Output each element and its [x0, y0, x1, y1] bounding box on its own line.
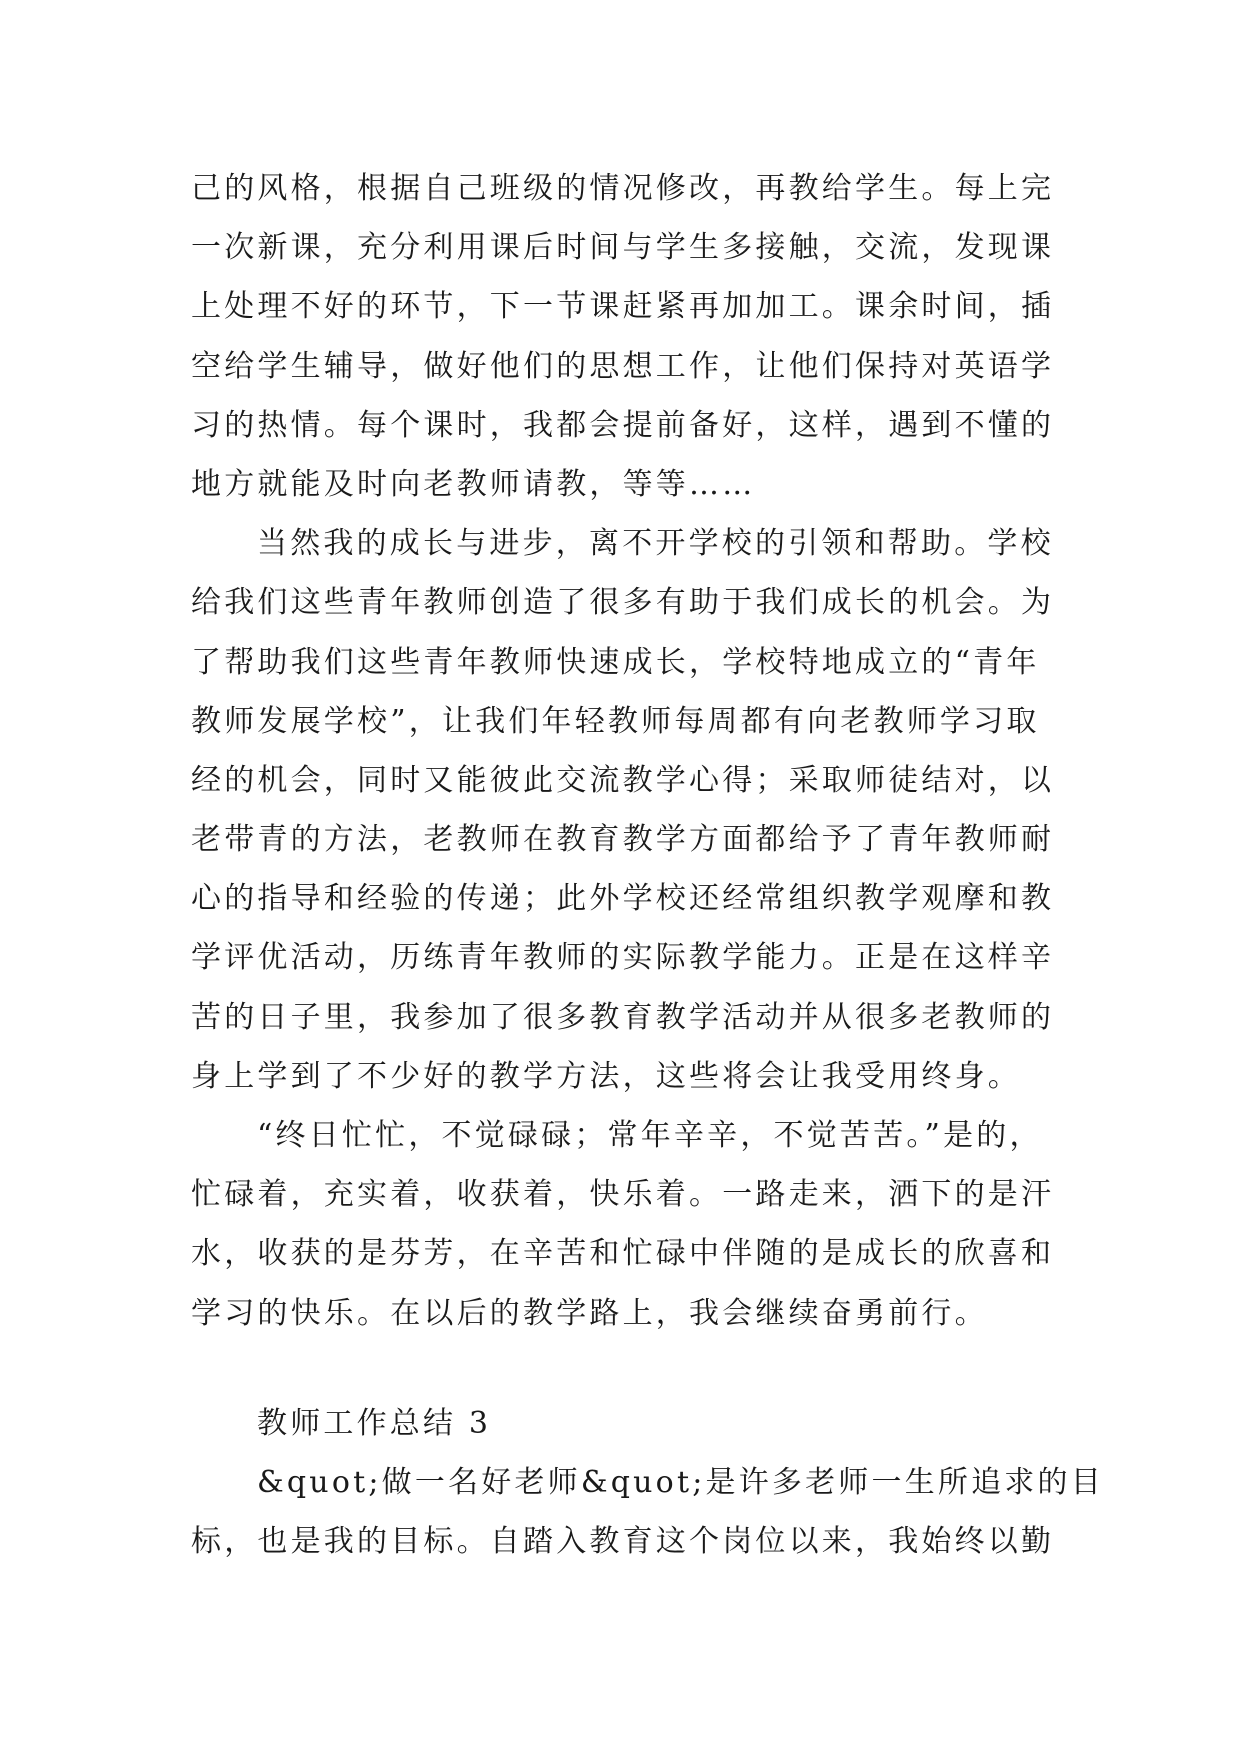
text-line: 心的指导和经验的传递；此外学校还经常组织教学观摩和教: [191, 881, 1055, 917]
text-line: 老带青的方法，老教师在教育教学方面都给予了青年教师耐: [191, 822, 1055, 858]
section-heading: 教师工作总结 3: [257, 1406, 492, 1441]
body-text-section-1: [191, 159, 1071, 1343]
text-line: 苦的日子里，我参加了很多教育教学活动并从很多老教师的: [191, 999, 1055, 1035]
paragraph-first-line: &quot;做一名好老师&quot;是许多老师一生所追求的目: [257, 1465, 1104, 1500]
text-line: 教师发展学校”，让我们年轻教师每周都有向老教师学习取: [191, 703, 1040, 739]
text-line: 给我们这些青年教师创造了很多有助于我们成长的机会。为: [191, 585, 1055, 621]
text-line: 身上学到了不少好的教学方法，这些将会让我受用终身。: [191, 1058, 1021, 1094]
text-line: 忙碌着，充实着，收获着，快乐着。一路走来，洒下的是汗: [191, 1177, 1055, 1213]
paragraph-first-line: “终日忙忙，不觉碌碌；常年辛辛，不觉苦苦。”是的，: [257, 1118, 1043, 1153]
text-line: 水，收获的是芬芳，在辛苦和忙碌中伴随的是成长的欣喜和: [191, 1236, 1055, 1272]
text-line: 己的风格，根据自己班级的情况修改，再教给学生。每上完: [191, 171, 1055, 206]
text-line: 标，也是我的目标。自踏入教育这个岗位以来，我始终以勤: [191, 1524, 1055, 1560]
text-line: 地方就能及时向老教师请教，等等……: [191, 466, 756, 502]
text-line: 一次新课，充分利用课后时间与学生多接触，交流，发现课: [191, 230, 1055, 266]
body-text-section-2: [191, 1453, 1104, 1571]
text-line: 学习的快乐。在以后的教学路上，我会继续奋勇前行。: [191, 1295, 988, 1331]
text-line: 习的热情。每个课时，我都会提前备好，这样，遇到不懂的: [191, 407, 1055, 443]
text-line: 上处理不好的环节，下一节课赶紧再加加工。课余时间，插: [191, 289, 1055, 325]
paragraph-first-line: 当然我的成长与进步，离不开学校的引领和帮助。学校: [257, 526, 1054, 562]
text-line: 经的机会，同时又能彼此交流教学心得；采取师徒结对，以: [191, 762, 1055, 798]
text-line: 空给学生辅导，做好他们的思想工作，让他们保持对英语学: [191, 348, 1055, 384]
text-line: 学评优活动，历练青年教师的实际教学能力。正是在这样辛: [191, 940, 1055, 976]
text-line: 了帮助我们这些青年教师快速成长，学校特地成立的“青年: [191, 644, 1040, 680]
